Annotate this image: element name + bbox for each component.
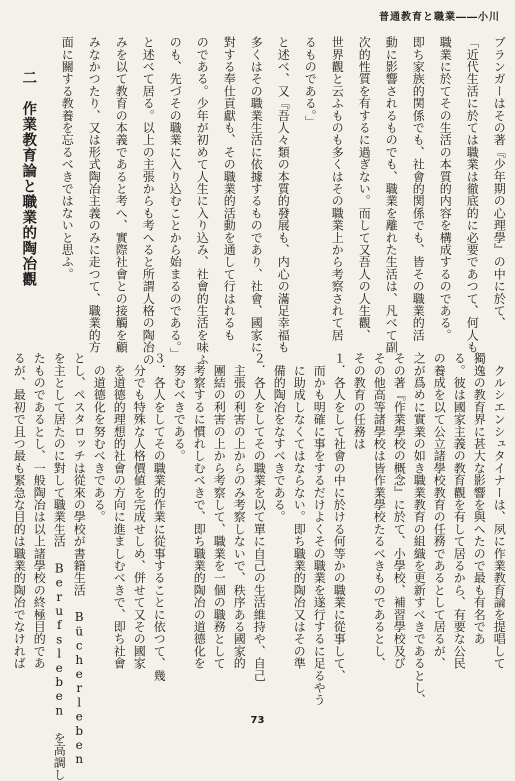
text-column: の養成を以て公立諸學校教育の任務であるとして居るが、 [432, 352, 447, 670]
text-column: 世界觀と云ふものも多くはその職業上から考察されて居 [330, 36, 345, 341]
running-header: 普通教育と職業――小川 [379, 12, 500, 23]
text-column: と述べて居る。以上の主張からも考へると所謂人格の陶冶の [141, 36, 156, 366]
text-column: 團結の利害の上から考察して、職業を一個の職務として [212, 352, 227, 670]
section-heading: 二 作業教育論と職業的陶冶觀 [20, 70, 37, 287]
text-column: ブランガーはその著『少年期の心理學』の中に於て、 [492, 36, 507, 329]
text-column: みなかつたり、又は形式陶冶主義のみに走つて、職業的方 [87, 36, 102, 354]
list-item: ３．各人をしてその職業的作業に從事することに依つて、幾 [152, 352, 167, 682]
page-number: 73 [250, 715, 265, 726]
text-column: 「近代生活に於ては職業は徹底的に必要であつて、何人も [465, 36, 480, 354]
text-column: を主として居たのに對して職業生活 Berufsleben を高調し [52, 352, 67, 781]
text-column: 面に關する教養を忘るべきではないと思ふ。 [60, 36, 75, 280]
text-column: 備的陶冶をなすべきである。 [272, 352, 287, 523]
text-column: 動に影響されるものでも、職業を離れた生活は、凡べて副 [384, 36, 399, 354]
text-column: その著『作業學校の概念』に於て、小學校、補習學校及び [392, 352, 407, 670]
text-column: 次的性質を有するに過ぎない。而して又吾人の人生觀、 [357, 36, 372, 341]
text-column: るものである。」 [303, 36, 318, 128]
text-column: 而かも明確に事をするだけよくその職業を遂行するに足るやう [312, 352, 327, 706]
text-column: 努むべきである。 [172, 352, 187, 462]
text-column: 即ち家族的関係でも、社會的関係でも、皆その職業的活 [411, 36, 426, 341]
list-item: １．各人をして社會の中に於ける何等かの職業に從事して、 [332, 352, 347, 682]
text-column: 考察するに慣れしむべきで、即ち職業的陶冶の道德化を [192, 352, 207, 670]
list-item: ２．各人をしてその職業を以て單に自己の生活維持や、自己 [252, 352, 267, 682]
text-column: 分でも特殊な人格價値を完成せしめ、併せて又その國家 [132, 352, 147, 670]
text-column: のも、先づその職業に入り込むことから始まるのである。」 [168, 36, 183, 360]
text-column: る。彼は國家主義の教育觀を有して居るから、有要な公民 [452, 352, 467, 670]
text-column: とし、ペスタロッチは從來の學校が書籍生活 Bücherleben [72, 352, 87, 767]
text-column: の道德化を努むべきである。 [92, 352, 107, 523]
text-column: と述べ、又『吾人々類の本質的發展も、内心の滿足幸福も [276, 36, 291, 354]
text-column: その教育の任務は [352, 352, 367, 450]
text-column: のである。少年が初めて人生に入り込み、社會的生活を味ふ [195, 36, 210, 366]
text-column: 多くはその職業生活に依據するものであり、社會、國家に [249, 36, 264, 354]
text-column: 主張の利害の上からのみ考察しないで、秩序ある國家的 [232, 352, 247, 670]
text-column: を道德的理想的社會の方向に進ましむべきで、即ち社會 [112, 352, 127, 670]
text-column: クルシエンシュタイナーは、夙に作業教育論を提唱して [492, 352, 507, 670]
text-column: その他高等諸學校は皆作業學校たるべきものであるとし、 [372, 352, 387, 670]
text-column: 獨逸の教育界に甚大な影響を與へたので最も有名であ [472, 352, 487, 645]
text-column: 對する奉仕貢獻も、その職業的活動を通して行はれるも [222, 36, 237, 341]
text-column: るが、最初で且つ最も緊急な目的は職業的陶冶でなければ [12, 352, 27, 670]
text-column: みを以て教育の本義であると考へ、實際社會との接觸を顧 [114, 36, 129, 354]
text-column: 職業に於てその生活の本質的内容を構成するのである。 [438, 36, 453, 341]
text-column: たものであるとし、一般陶冶は以上諸學校の終極目的であ [32, 352, 47, 670]
text-column: に助成しなくてはならない。即ち職業的陶冶又はその準 [292, 352, 307, 670]
text-column: 之が爲めに實業の如き職業教育の組織を更新すべきであるとし、 [412, 352, 427, 706]
